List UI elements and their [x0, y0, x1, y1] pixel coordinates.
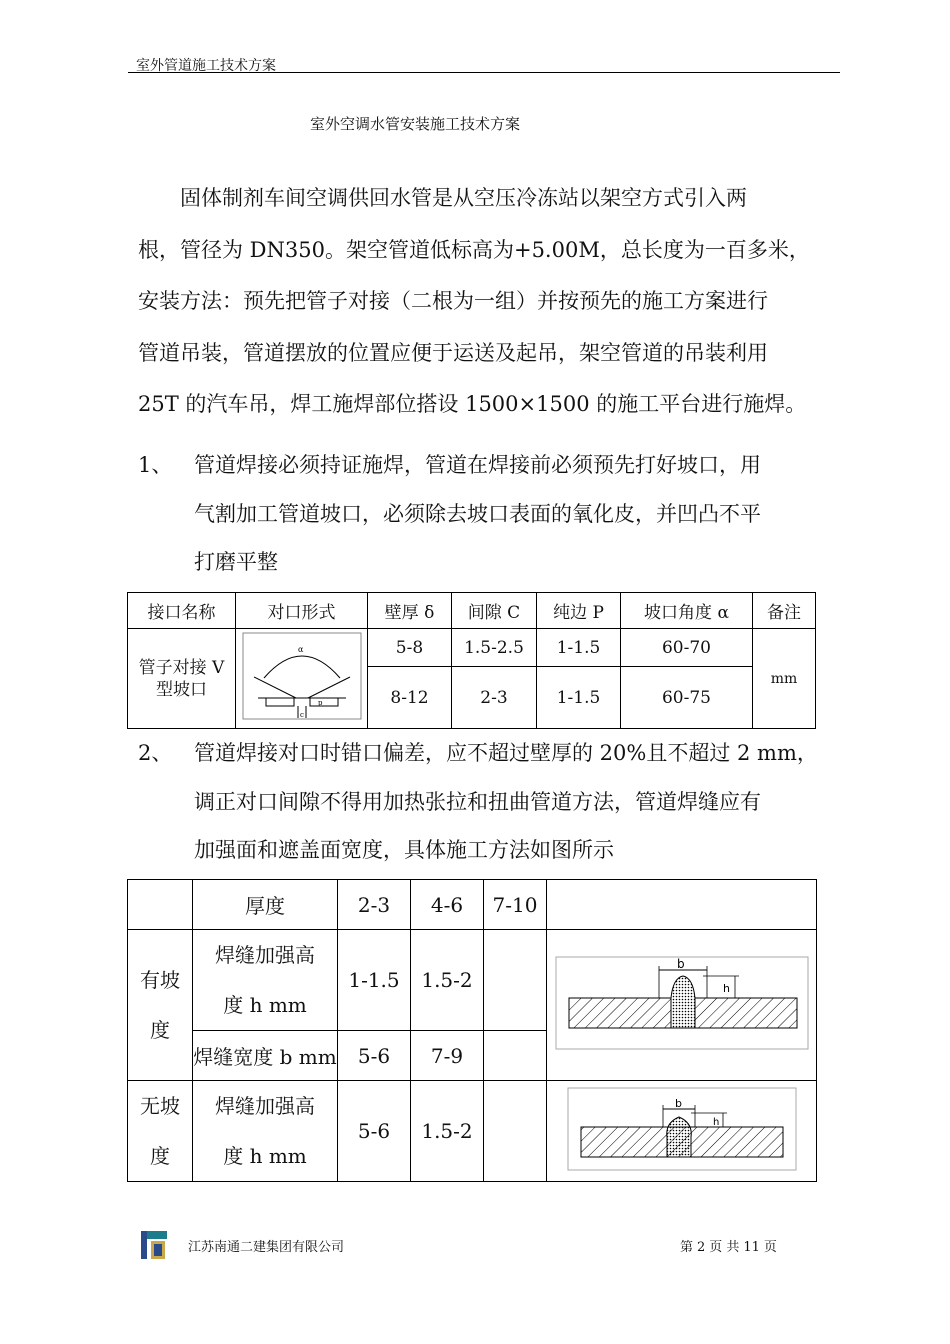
weld-reinforcement-table [127, 879, 817, 1182]
list-item-line: 调正对口间隙不得用加热张拉和扭曲管道方法，管道焊缝应有 [194, 789, 761, 814]
thickness-col-header: 7-10 [484, 880, 547, 930]
intro-paragraph [138, 173, 818, 431]
diagram-header-cell [547, 880, 817, 930]
list-item-line: 打磨平整 [194, 550, 278, 574]
row-label: 焊缝宽度 b mm [193, 1031, 338, 1081]
intro-line: 25T 的汽车吊，焊工施焊部位搭设 1500×1500 的施工平台进行施焊。 [138, 392, 807, 416]
row-label: 焊缝加强高度 h mm [193, 1081, 338, 1182]
beveled-weld-diagram [555, 956, 809, 1050]
col-header-thickness: 壁厚 δ [368, 593, 452, 629]
page-part: 页 [763, 1240, 777, 1255]
list-item-number: 1、 [138, 453, 173, 477]
row-label: 焊缝加强高度 h mm [193, 930, 338, 1031]
v-bevel-diagram [242, 632, 362, 720]
note-cell: mm [753, 629, 816, 729]
page-part: 页 [709, 1240, 723, 1255]
total-pages: 11 [743, 1240, 760, 1255]
table-cell: 5-8 [368, 629, 452, 667]
col-header-note: 备注 [753, 593, 816, 629]
alpha-label: α [297, 645, 303, 654]
flat-diagram-cell [547, 1081, 817, 1182]
list-item-line: 气割加工管道坡口，必须除去坡口表面的氧化皮，并凹凸不平 [194, 501, 761, 526]
list-item-line: 加强面和遮盖面宽度，具体施工方法如图所示 [194, 838, 614, 862]
col-header-edge: 纯边 P [537, 593, 621, 629]
width-b-label: b [676, 956, 685, 971]
intro-line: 安装方法：预先把管子对接（二根为一组）并按预先的施工方案进行 [138, 289, 768, 313]
current-page: 2 [697, 1240, 706, 1255]
thickness-col-header: 4-6 [411, 880, 484, 930]
page-part: 共 [726, 1240, 740, 1255]
document-title [0, 113, 950, 134]
table-cell: 5-6 [338, 1081, 411, 1182]
table-cell [484, 1031, 547, 1081]
col-header-joint-form: 对口形式 [236, 593, 368, 629]
table-cell: 60-70 [621, 629, 753, 667]
table-cell: 1.5-2.5 [452, 629, 537, 667]
list-item-number: 2、 [138, 741, 173, 765]
header-divider [128, 72, 840, 73]
flat-label: 无坡度 [128, 1081, 193, 1182]
table-cell: 7-9 [411, 1031, 484, 1081]
thickness-col-header: 2-3 [338, 880, 411, 930]
table-cell [484, 930, 547, 1031]
thickness-header: 厚度 [193, 880, 338, 930]
joint-name-cell: 管子对接 V 型坡口 [128, 629, 236, 729]
table-cell: 1.5-2 [411, 930, 484, 1031]
header-title: 室外管道施工技术方案 [136, 58, 276, 74]
col-header-joint-name: 接口名称 [128, 593, 236, 629]
table-cell: 60-75 [621, 667, 753, 729]
height-h-label: h [722, 981, 730, 995]
intro-line: 管道吊装，管道摆放的位置应便于运送及起吊，架空管道的吊装利用 [138, 340, 768, 365]
footer-company: 江苏南通二建集团有限公司 [188, 1240, 345, 1255]
table-cell [484, 1081, 547, 1182]
flat-weld-diagram [567, 1087, 797, 1171]
intro-line: 根，管径为 DN350。架空管道低标高为+5.00M，总长度为一百多米， [138, 237, 810, 262]
document-title-text: 室外空调水管安装施工技术方案 [309, 115, 520, 133]
list-item-line: 管道焊接必须持证施焊，管道在焊接前必须预先打好坡口，用 [194, 453, 761, 477]
beveled-label: 有坡度 [128, 930, 193, 1081]
width-b-label: b [674, 1096, 682, 1110]
joint-diagram-cell [236, 629, 368, 729]
intro-line: 固体制剂车间空调供回水管是从空压冷冻站以架空方式引入两 [138, 186, 747, 210]
bevel-spec-table [127, 592, 816, 729]
table-cell: 8-12 [368, 667, 452, 729]
table-cell: 1-1.5 [537, 629, 621, 667]
company-logo [141, 1229, 167, 1259]
height-h-label: h [712, 1116, 719, 1128]
page-indicator [680, 1236, 781, 1255]
list-item-line: 管道焊接对口时错口偏差，应不超过壁厚的 20%且不超过 2 mm， [194, 741, 818, 765]
col-header-gap: 间隙 C [452, 593, 537, 629]
col-header-angle: 坡口角度 α [621, 593, 753, 629]
table-cell: 5-6 [338, 1031, 411, 1081]
table-cell: 1.5-2 [411, 1081, 484, 1182]
corner-cell [128, 880, 193, 930]
gap-label: c [299, 711, 304, 719]
edge-label: p [317, 699, 322, 707]
beveled-diagram-cell [547, 930, 817, 1081]
table-cell: 1-1.5 [537, 667, 621, 729]
table-cell: 2-3 [452, 667, 537, 729]
table-cell: 1-1.5 [338, 930, 411, 1031]
page-part: 第 [680, 1240, 694, 1255]
